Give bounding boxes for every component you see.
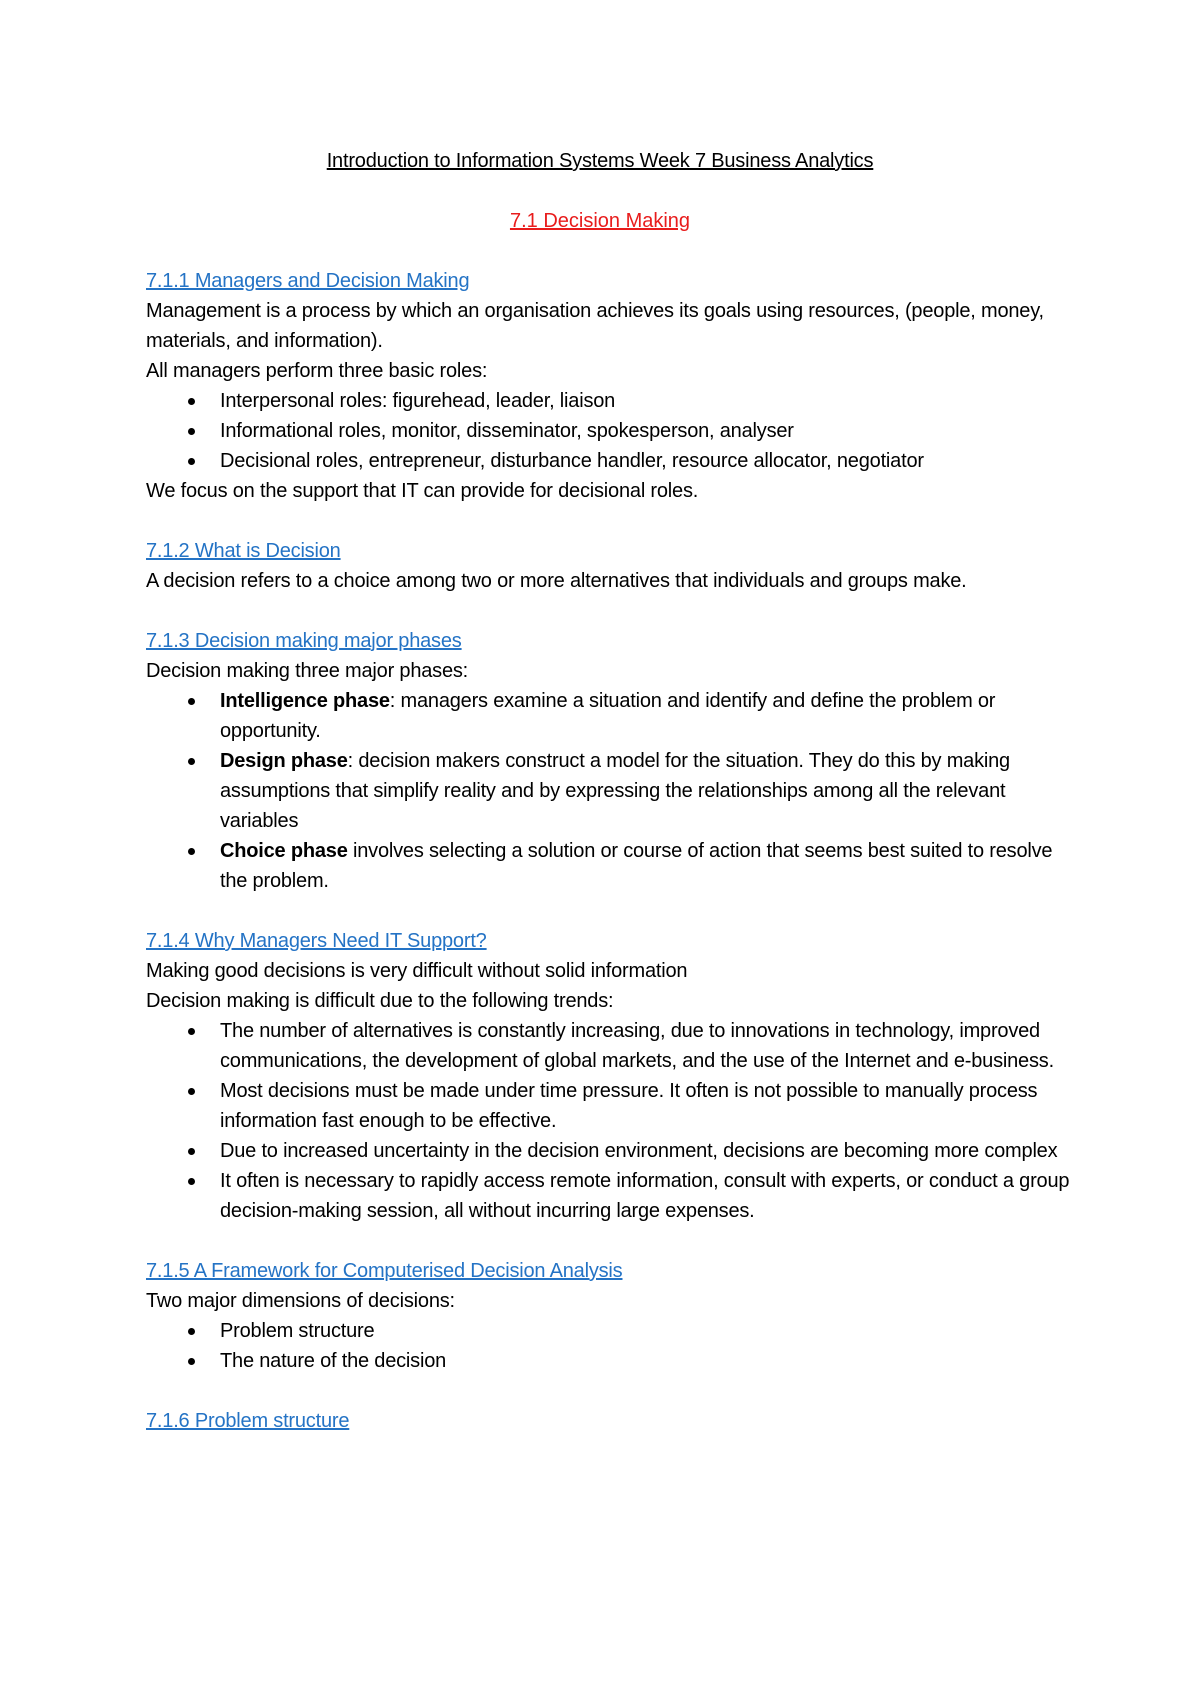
list-item: Most decisions must be made under time pressure. It often is not possible to manually process information fast enough to be effective.	[146, 1076, 1076, 1136]
bullet-icon	[188, 1028, 195, 1035]
heading-framework-decision-analysis[interactable]: 7.1.5 A Framework for Computerised Decision Analysis	[146, 1260, 623, 1282]
list-item: Problem structure	[146, 1316, 1076, 1346]
heading-managers-decision-making[interactable]: 7.1.1 Managers and Decision Making	[146, 270, 470, 292]
bullet-icon	[188, 1358, 195, 1365]
list-item: The number of alternatives is constantly increasing, due to innovations in technology, improved communications, the development of global markets, and the use of the Internet and e-business.	[146, 1016, 1076, 1076]
bullet-icon	[188, 458, 195, 465]
bullet-icon	[188, 1148, 195, 1155]
list-item: Decisional roles, entrepreneur, disturbance handler, resource allocator, negotiator	[146, 446, 1076, 476]
section-title: 7.1 Decision Making	[509, 210, 691, 232]
list-item: Due to increased uncertainty in the decision environment, decisions are becoming more complex	[146, 1136, 1076, 1166]
list-item: Intelligence phase: managers examine a situation and identify and define the problem or opportunity.	[146, 686, 1076, 746]
heading-what-is-decision[interactable]: 7.1.2 What is Decision	[146, 540, 341, 562]
bullet-icon	[188, 1088, 195, 1095]
paragraph: Decision making three major phases:	[146, 660, 469, 682]
heading-decision-phases[interactable]: 7.1.3 Decision making major phases	[146, 630, 462, 652]
list-item: Choice phase involves selecting a solution or course of action that seems best suited to resolve the problem.	[146, 836, 1076, 896]
heading-problem-structure[interactable]: 7.1.6 Problem structure	[146, 1410, 350, 1432]
document-body	[146, 266, 1076, 1436]
paragraph: Decision making is difficult due to the following trends:	[146, 990, 614, 1012]
bullet-icon	[188, 698, 195, 705]
bullet-icon	[188, 428, 195, 435]
heading-why-it-support[interactable]: 7.1.4 Why Managers Need IT Support?	[146, 930, 487, 952]
bullet-icon	[188, 758, 195, 765]
paragraph: A decision refers to a choice among two or more alternatives that individuals and groups make.	[146, 570, 967, 592]
paragraph: Two major dimensions of decisions:	[146, 1290, 455, 1312]
paragraph: We focus on the support that IT can provide for decisional roles.	[146, 480, 699, 502]
paragraph: Making good decisions is very difficult without solid information	[146, 960, 688, 982]
list-item: The nature of the decision	[146, 1346, 1076, 1376]
bullet-list	[146, 1016, 1076, 1226]
bullet-icon	[188, 398, 195, 405]
bullet-list	[146, 686, 1076, 896]
paragraph: All managers perform three basic roles:	[146, 360, 488, 382]
list-item: Informational roles, monitor, disseminator, spokesperson, analyser	[146, 416, 1076, 446]
paragraph: Management is a process by which an organisation achieves its goals using resources, (people, money, materials, and information).	[146, 300, 1044, 352]
bullet-list	[146, 386, 1076, 476]
bullet-icon	[188, 1328, 195, 1335]
bullet-icon	[188, 1178, 195, 1185]
bullet-icon	[188, 848, 195, 855]
list-item: Interpersonal roles: figurehead, leader, liaison	[146, 386, 1076, 416]
bullet-list	[146, 1316, 1076, 1376]
list-item: It often is necessary to rapidly access remote information, consult with experts, or conduct a group decision-making session, all without incurring large expenses.	[146, 1166, 1076, 1226]
list-item: Design phase: decision makers construct a model for the situation. They do this by making assumptions that simplify reality and by expressing the relationships among all the relevant variables	[146, 746, 1076, 836]
document-title: Introduction to Information Systems Week 7 Business Analytics	[326, 150, 874, 172]
